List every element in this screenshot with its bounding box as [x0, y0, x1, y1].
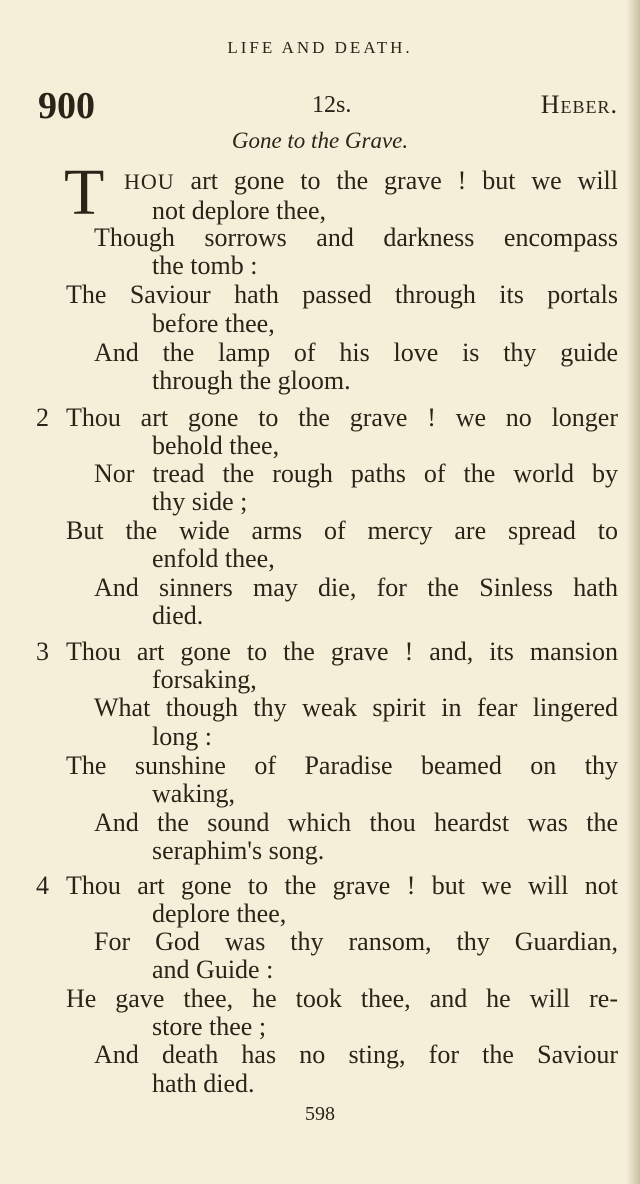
page-number: 598	[305, 1103, 335, 1125]
verse-2-line-7: And sinners may die, for the Sinless hath	[94, 573, 618, 602]
verse-3-line-4: long :	[152, 722, 212, 751]
verse-2-line-1: Thou art gone to the grave ! we no longer	[66, 403, 618, 432]
verse-3-line-1: Thou art gone to the grave ! and, its mansion	[66, 637, 618, 666]
hymn-title: Gone to the Grave.	[231, 128, 409, 153]
verse-1-line-2: Though sorrows and darkness encompass	[94, 223, 618, 252]
verse-2-line-2: behold thee,	[152, 431, 280, 460]
verse-2-line-4: thy side ;	[152, 487, 248, 516]
verse-3-line-8: seraphim's song.	[152, 836, 325, 865]
verse-4-line-5: He gave thee, he took thee, and he will re-	[66, 984, 618, 1013]
verse-4-line-4: and Guide :	[152, 955, 274, 984]
verse-1-line-5: before thee,	[152, 309, 275, 338]
verse-1-line-6: And the lamp of his love is thy guide	[94, 338, 618, 367]
running-head: LIFE AND DEATH.	[227, 38, 413, 57]
verse-number-4: 4	[36, 871, 49, 900]
hymn-author: Heber.	[540, 90, 618, 119]
verse-2-line-5: But the wide arms of mercy are spread to	[66, 516, 618, 545]
verse-1-line-1: not deplore thee,	[152, 196, 326, 225]
verse-4-line-2: deplore thee,	[152, 899, 287, 928]
first-line-text: art gone to the grave ! but we will	[174, 166, 618, 195]
verse-4-line-3: For God was thy ransom, thy Guardian,	[94, 927, 618, 956]
verse-4-line-1: Thou art gone to the grave ! but we will not	[66, 871, 618, 900]
verse-2-line-6: enfold thee,	[152, 544, 275, 573]
first-line	[124, 168, 618, 194]
verse-3-line-6: waking,	[152, 779, 236, 808]
verse-3-line-3: What though thy weak spirit in fear lingered	[94, 693, 618, 722]
verse-4-line-6: store thee ;	[152, 1012, 267, 1041]
verse-number-3: 3	[36, 637, 49, 666]
verse-1-line-4: The Saviour hath passed through its portals	[66, 280, 618, 309]
first-line-caps: HOU	[124, 169, 175, 194]
hymn-meter: 12s.	[312, 92, 352, 118]
drop-cap: T	[64, 156, 105, 229]
verse-2-line-3: Nor tread the rough paths of the world by	[94, 459, 618, 488]
verse-4-line-7: And death has no sting, for the Saviour	[94, 1040, 618, 1069]
page-edge-shadow	[626, 0, 640, 1184]
verse-4-line-8: hath died.	[152, 1069, 255, 1098]
verse-number-2: 2	[36, 403, 49, 432]
hymn-number: 900	[38, 85, 95, 127]
verse-3-line-5: The sunshine of Paradise beamed on thy	[66, 751, 618, 780]
verse-1-line-7: through the gloom.	[152, 366, 351, 395]
verse-2-line-8: died.	[152, 601, 204, 630]
verse-1-line-3: the tomb :	[152, 251, 258, 280]
verse-3-line-7: And the sound which thou heardst was the	[94, 808, 618, 837]
verse-3-line-2: forsaking,	[152, 665, 257, 694]
